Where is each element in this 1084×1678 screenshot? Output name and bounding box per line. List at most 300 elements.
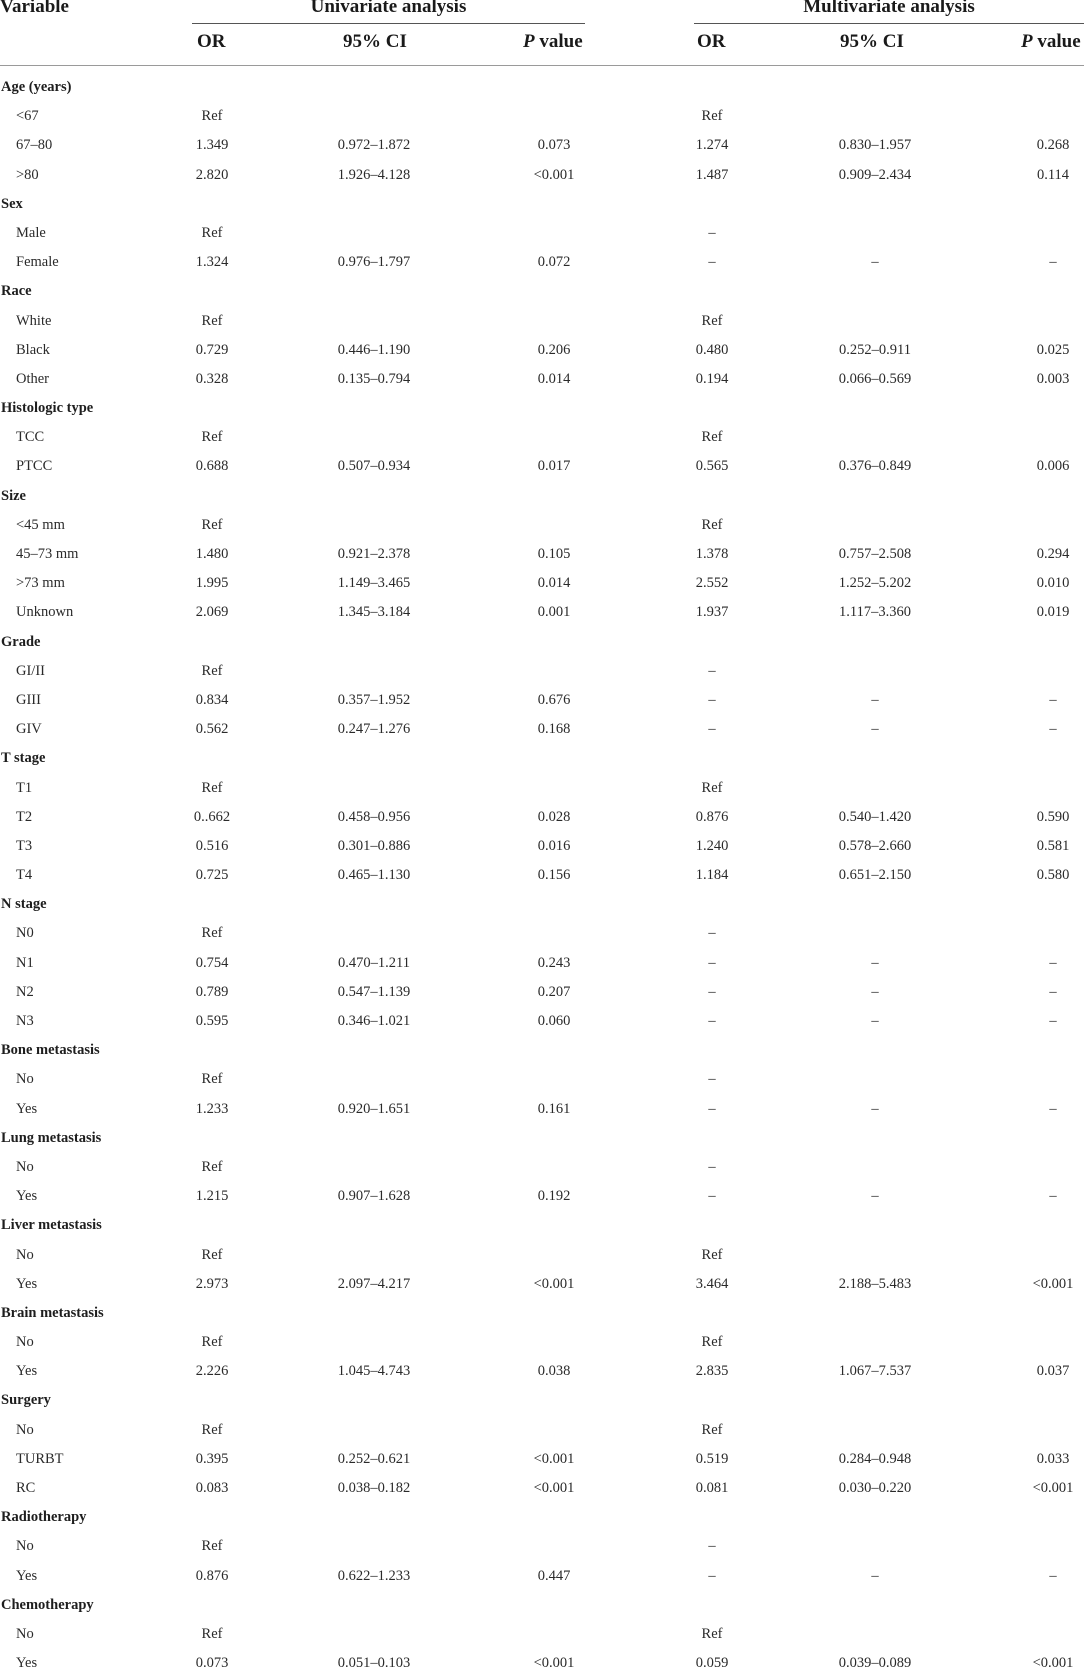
- category-row: [0, 1386, 1084, 1415]
- univariate-or-cell: Ref: [201, 1421, 223, 1438]
- univariate-or-cell: 0.083: [195, 1480, 229, 1496]
- multivariate-or-cell: 1.274: [695, 137, 729, 154]
- table-row: [0, 978, 1084, 1007]
- univariate-ci-cell: 0.252–0.621: [337, 1450, 411, 1467]
- category-label: Radiotherapy: [1, 1509, 87, 1526]
- multivariate-ci-cell: 0.284–0.948: [838, 1450, 912, 1467]
- level-label: Yes: [16, 1567, 38, 1584]
- multivariate-ci-cell: 0.651–2.150: [838, 867, 912, 884]
- univariate-ci-cell: 0.346–1.021: [337, 1013, 411, 1029]
- univariate-ci-cell: 0.247–1.276: [337, 721, 411, 738]
- level-label: Other: [16, 370, 50, 387]
- univariate-p-cell: 0.105: [537, 546, 571, 562]
- level-label: TCC: [16, 429, 45, 446]
- table-row: [0, 1328, 1084, 1357]
- univariate-ci-cell: 0.465–1.130: [337, 867, 411, 884]
- category-row: [0, 190, 1084, 219]
- level-label: No: [16, 1421, 34, 1438]
- table-row: [0, 686, 1084, 715]
- univariate-p-cell: 0.038: [537, 1363, 571, 1380]
- univariate-p-cell: 0.206: [537, 341, 571, 358]
- level-label: No: [16, 1071, 34, 1088]
- multivariate-p-cell: 0.590: [1036, 808, 1070, 825]
- multivariate-p-cell: 0.025: [1036, 341, 1070, 358]
- univariate-or-cell: Ref: [201, 1158, 223, 1175]
- multivariate-or-cell: –: [708, 224, 716, 241]
- category-row: [0, 394, 1084, 423]
- univariate-or-cell: Ref: [201, 1334, 223, 1351]
- table-body: [0, 73, 1084, 1678]
- level-label: T2: [16, 808, 33, 825]
- table-row: [0, 919, 1084, 948]
- univariate-or-cell: Ref: [201, 429, 223, 446]
- univariate-ci-cell: 0.301–0.886: [337, 837, 411, 854]
- univariate-p-cell: 0.072: [537, 254, 571, 271]
- univariate-ci-cell: 0.921–2.378: [337, 546, 411, 562]
- multivariate-ci-cell: –: [871, 254, 879, 271]
- univariate-or-cell: Ref: [201, 779, 223, 796]
- univariate-or-cell: Ref: [201, 1625, 223, 1642]
- level-label: No: [16, 1625, 34, 1642]
- category-row: [0, 1036, 1084, 1065]
- category-row: [0, 890, 1084, 919]
- level-label: Female: [16, 254, 59, 271]
- multivariate-ci-cell: –: [871, 983, 879, 1000]
- univariate-p-cell: 0.014: [537, 370, 571, 387]
- multivariate-or-cell: 3.464: [695, 1275, 729, 1292]
- univariate-or-cell: 0.395: [195, 1450, 229, 1467]
- multivariate-or-cell: 1.378: [695, 546, 729, 562]
- multivariate-p-cell: –: [1049, 1100, 1057, 1117]
- table-row: [0, 1241, 1084, 1270]
- univariate-p-cell: <0.001: [533, 1275, 575, 1292]
- univariate-ci-cell: 0.622–1.233: [337, 1567, 411, 1584]
- multivariate-or-cell: –: [708, 1188, 716, 1205]
- table-row: [0, 1562, 1084, 1591]
- multivariate-or-cell: –: [708, 1538, 716, 1555]
- univariate-or-cell: 0.729: [195, 341, 229, 358]
- category-label: Bone metastasis: [1, 1042, 100, 1059]
- level-label: >80: [16, 166, 39, 183]
- category-row: [0, 1211, 1084, 1240]
- univariate-or-cell: Ref: [201, 516, 223, 533]
- multivariate-p-cell: –: [1049, 983, 1057, 1000]
- multivariate-ci-cell: 2.188–5.483: [838, 1275, 912, 1292]
- univariate-or-cell: 0.754: [195, 954, 229, 971]
- category-label: Sex: [1, 195, 23, 212]
- multivariate-p-cell: 0.581: [1036, 837, 1070, 854]
- multivariate-p-cell: 0.114: [1036, 166, 1070, 183]
- table-row: [0, 657, 1084, 686]
- level-label: Yes: [16, 1363, 38, 1380]
- multivariate-ci-cell: 0.030–0.220: [838, 1480, 912, 1496]
- level-label: T4: [16, 867, 33, 884]
- univariate-p-cell: 0.014: [537, 575, 571, 592]
- table-row: [0, 1153, 1084, 1182]
- multivariate-ci-cell: –: [871, 954, 879, 971]
- univariate-ci-cell: 0.547–1.139: [337, 983, 411, 1000]
- multivariate-or-cell: 2.835: [695, 1363, 729, 1380]
- level-label: Yes: [16, 1275, 38, 1292]
- univariate-ci-cell: 0.507–0.934: [337, 458, 411, 475]
- multivariate-header: Multivariate analysis: [803, 0, 975, 17]
- multivariate-ci-cell: –: [871, 1100, 879, 1117]
- table-row: [0, 1416, 1084, 1445]
- p-rest: value: [534, 31, 583, 52]
- level-label: T1: [16, 779, 33, 796]
- table-row: [0, 131, 1084, 160]
- univariate-ci-cell: 0.920–1.651: [337, 1100, 411, 1117]
- category-row: [0, 1503, 1084, 1532]
- table-row: [0, 949, 1084, 978]
- univariate-ci-cell: 0.051–0.103: [337, 1655, 411, 1672]
- univariate-or-cell: 1.995: [195, 575, 229, 592]
- table-row: [0, 219, 1084, 248]
- table-row: [0, 102, 1084, 131]
- multivariate-or-cell: Ref: [701, 1625, 723, 1642]
- table-row: [0, 307, 1084, 336]
- multivariate-p-cell: 0.033: [1036, 1450, 1070, 1467]
- univariate-or-cell: 0.789: [195, 983, 229, 1000]
- multivariate-or-cell: Ref: [701, 1421, 723, 1438]
- multivariate-or-cell: –: [708, 1013, 716, 1029]
- level-label: No: [16, 1158, 34, 1175]
- univariate-or-cell: 0.073: [195, 1655, 229, 1672]
- table-row: [0, 715, 1084, 744]
- multivariate-p-cell: 0.580: [1036, 867, 1070, 884]
- univariate-ci-header: 95% CI: [343, 31, 407, 52]
- multivariate-or-cell: –: [708, 254, 716, 271]
- univariate-or-cell: 0.562: [195, 721, 229, 738]
- multivariate-or-cell: Ref: [701, 1334, 723, 1351]
- univariate-header: Univariate analysis: [310, 0, 467, 17]
- univariate-p-cell: 0.207: [537, 983, 571, 1000]
- univariate-ci-cell: 2.097–4.217: [337, 1275, 411, 1292]
- multivariate-ci-cell: –: [871, 1188, 879, 1205]
- category-label: Brain metastasis: [1, 1304, 104, 1321]
- multivariate-ci-cell: 1.117–3.360: [839, 604, 911, 621]
- level-label: White: [16, 312, 52, 329]
- multivariate-or-cell: 0.876: [695, 808, 729, 825]
- multivariate-ci-cell: 0.757–2.508: [838, 546, 912, 562]
- univariate-ci-cell: 1.149–3.465: [337, 575, 411, 592]
- table-row: [0, 511, 1084, 540]
- univariate-p-cell: 0.060: [537, 1013, 571, 1029]
- level-label: <45 mm: [16, 516, 65, 533]
- univariate-p-cell: 0.192: [537, 1188, 571, 1205]
- category-label: Race: [1, 283, 32, 300]
- univariate-or-cell: Ref: [201, 1071, 223, 1088]
- table-row: [0, 1007, 1084, 1036]
- univariate-ci-cell: 0.976–1.797: [337, 254, 411, 271]
- univariate-ci-cell: 0.038–0.182: [337, 1480, 411, 1496]
- multivariate-p-cell: 0.037: [1036, 1363, 1070, 1380]
- category-row: [0, 628, 1084, 657]
- univariate-p-cell: 0.028: [537, 808, 571, 825]
- univariate-or-cell: Ref: [201, 1538, 223, 1555]
- univariate-ci-cell: 0.470–1.211: [338, 954, 410, 971]
- multivariate-p-cell: 0.006: [1036, 458, 1070, 475]
- multivariate-or-cell: 0.081: [695, 1480, 729, 1496]
- category-label: N stage: [1, 896, 47, 913]
- univariate-or-cell: 0.516: [195, 837, 229, 854]
- univariate-ci-cell: 1.926–4.128: [337, 166, 411, 183]
- univariate-p-cell: 0.161: [537, 1100, 571, 1117]
- univariate-p-cell: 0.447: [537, 1567, 571, 1584]
- multivariate-or-cell: 2.552: [695, 575, 729, 592]
- multivariate-ci-cell: –: [871, 721, 879, 738]
- multivariate-p-cell: <0.001: [1032, 1655, 1074, 1672]
- category-label: Age (years): [1, 79, 72, 95]
- univariate-p-cell: 0.001: [537, 604, 571, 621]
- table-row: [0, 1474, 1084, 1503]
- multivariate-or-cell: –: [708, 662, 716, 679]
- category-row: [0, 277, 1084, 306]
- multivariate-p-cell: –: [1049, 1013, 1057, 1029]
- level-label: 67–80: [16, 137, 53, 154]
- univariate-rule: [192, 23, 585, 24]
- univariate-p-cell: 0.243: [537, 954, 571, 971]
- multivariate-or-cell: 0.480: [695, 341, 729, 358]
- univariate-or-cell: 0.876: [195, 1567, 229, 1584]
- level-label: N1: [16, 954, 34, 971]
- table-row: [0, 569, 1084, 598]
- univariate-or-cell: Ref: [201, 662, 223, 679]
- level-label: Yes: [16, 1100, 38, 1117]
- multivariate-p-cell: –: [1049, 1567, 1057, 1584]
- multivariate-or-cell: Ref: [701, 779, 723, 796]
- univariate-p-cell: <0.001: [533, 1450, 575, 1467]
- multivariate-or-cell: –: [708, 954, 716, 971]
- table-row: [0, 598, 1084, 627]
- multivariate-ci-cell: 0.376–0.849: [838, 458, 912, 475]
- multivariate-or-cell: 1.184: [695, 867, 729, 884]
- multivariate-or-cell: 0.565: [695, 458, 729, 475]
- multivariate-rule: [694, 23, 1084, 24]
- univariate-ci-cell: 1.045–4.743: [337, 1363, 411, 1380]
- univariate-or-header: OR: [197, 31, 226, 52]
- multivariate-or-cell: –: [708, 1567, 716, 1584]
- multivariate-or-header: OR: [697, 31, 726, 52]
- level-label: T3: [16, 837, 33, 854]
- univariate-or-cell: 0.688: [195, 458, 229, 475]
- level-label: No: [16, 1246, 34, 1263]
- multivariate-ci-cell: –: [871, 1013, 879, 1029]
- multivariate-or-cell: 1.937: [695, 604, 729, 621]
- level-label: PTCC: [16, 458, 53, 475]
- univariate-or-cell: 0.725: [195, 867, 229, 884]
- multivariate-or-cell: –: [708, 691, 716, 708]
- multivariate-ci-cell: 0.066–0.569: [838, 370, 912, 387]
- univariate-p-cell: 0.017: [537, 458, 571, 475]
- level-label: N2: [16, 983, 34, 1000]
- univariate-ci-cell: 0.458–0.956: [337, 808, 411, 825]
- multivariate-p-cell: –: [1049, 254, 1057, 271]
- multivariate-or-cell: –: [708, 983, 716, 1000]
- level-label: GI/II: [16, 662, 45, 679]
- univariate-or-cell: 1.215: [195, 1188, 229, 1205]
- multivariate-ci-cell: 0.252–0.911: [839, 341, 911, 358]
- category-label: Size: [1, 487, 26, 504]
- multivariate-ci-cell: 0.830–1.957: [838, 137, 912, 154]
- multivariate-ci-cell: 1.252–5.202: [838, 575, 912, 592]
- level-label: No: [16, 1334, 34, 1351]
- univariate-or-cell: 0.595: [195, 1013, 229, 1029]
- category-row: [0, 1299, 1084, 1328]
- univariate-or-cell: Ref: [201, 108, 223, 125]
- category-label: T stage: [1, 750, 46, 767]
- multivariate-ci-cell: –: [871, 691, 879, 708]
- univariate-or-cell: 1.233: [195, 1100, 229, 1117]
- p-rest: value: [1032, 31, 1081, 52]
- univariate-or-cell: 0..662: [193, 808, 231, 825]
- univariate-or-cell: 2.069: [195, 604, 229, 621]
- univariate-or-cell: 1.324: [195, 254, 229, 271]
- multivariate-or-cell: Ref: [701, 312, 723, 329]
- multivariate-p-cell: 0.003: [1036, 370, 1070, 387]
- level-label: N3: [16, 1013, 34, 1029]
- table-row: [0, 248, 1084, 277]
- level-label: GIV: [16, 721, 42, 738]
- p-italic: P: [523, 31, 535, 52]
- univariate-p-cell: <0.001: [533, 1655, 575, 1672]
- multivariate-p-cell: –: [1049, 691, 1057, 708]
- multivariate-p-cell: 0.294: [1036, 546, 1070, 562]
- level-label: Male: [16, 224, 46, 241]
- univariate-or-cell: Ref: [201, 224, 223, 241]
- multivariate-p-cell: 0.268: [1036, 137, 1070, 154]
- univariate-or-cell: Ref: [201, 312, 223, 329]
- univariate-p-cell: 0.156: [537, 867, 571, 884]
- univariate-ci-cell: 1.345–3.184: [337, 604, 411, 621]
- multivariate-or-cell: Ref: [701, 429, 723, 446]
- multivariate-or-cell: 0.059: [695, 1655, 729, 1672]
- table-row: [0, 1620, 1084, 1649]
- table-row: [0, 1182, 1084, 1211]
- multivariate-ci-cell: 0.540–1.420: [838, 808, 912, 825]
- category-row: [0, 744, 1084, 773]
- univariate-ci-cell: 0.907–1.628: [337, 1188, 411, 1205]
- table-row: [0, 365, 1084, 394]
- level-label: Yes: [16, 1655, 38, 1672]
- univariate-or-cell: Ref: [201, 925, 223, 942]
- level-label: <67: [16, 108, 39, 125]
- table-row: [0, 803, 1084, 832]
- category-label: Grade: [1, 633, 41, 650]
- table-row: [0, 1065, 1084, 1094]
- multivariate-p-cell: <0.001: [1032, 1480, 1074, 1496]
- table-row: [0, 1357, 1084, 1386]
- level-label: RC: [16, 1480, 36, 1496]
- table-row: [0, 336, 1084, 365]
- level-label: Unknown: [16, 604, 74, 621]
- univariate-p-cell: 0.073: [537, 137, 571, 154]
- table-row: [0, 774, 1084, 803]
- univariate-p-cell: <0.001: [533, 1480, 575, 1496]
- univariate-ci-cell: 0.972–1.872: [337, 137, 411, 154]
- univariate-or-cell: 2.226: [195, 1363, 229, 1380]
- multivariate-or-cell: Ref: [701, 1246, 723, 1263]
- category-row: [0, 1124, 1084, 1153]
- univariate-p-cell: <0.001: [533, 166, 575, 183]
- multivariate-or-cell: 0.194: [695, 370, 729, 387]
- multivariate-or-cell: 0.519: [695, 1450, 729, 1467]
- level-label: >73 mm: [16, 575, 65, 592]
- multivariate-or-cell: –: [708, 721, 716, 738]
- univariate-ci-cell: 0.446–1.190: [337, 341, 411, 358]
- level-label: No: [16, 1538, 34, 1555]
- multivariate-or-cell: –: [708, 1158, 716, 1175]
- univariate-p-header: [523, 31, 583, 53]
- multivariate-ci-cell: 0.578–2.660: [838, 837, 912, 854]
- level-label: N0: [16, 925, 34, 942]
- table-row: [0, 1649, 1084, 1678]
- table-row: [0, 861, 1084, 890]
- univariate-ci-cell: 0.135–0.794: [337, 370, 411, 387]
- level-label: Yes: [16, 1188, 38, 1205]
- table-row: [0, 540, 1084, 569]
- multivariate-p-cell: <0.001: [1032, 1275, 1074, 1292]
- level-label: Black: [16, 341, 50, 358]
- univariate-or-cell: Ref: [201, 1246, 223, 1263]
- category-label: Liver metastasis: [1, 1217, 102, 1234]
- univariate-or-cell: 2.820: [195, 166, 229, 183]
- level-label: TURBT: [16, 1450, 64, 1467]
- univariate-or-cell: 1.349: [195, 137, 229, 154]
- category-row: [0, 482, 1084, 511]
- table-row: [0, 1270, 1084, 1299]
- table-row: [0, 423, 1084, 452]
- multivariate-or-cell: –: [708, 1071, 716, 1088]
- category-label: Histologic type: [1, 400, 94, 417]
- table-row: [0, 832, 1084, 861]
- multivariate-or-cell: Ref: [701, 108, 723, 125]
- multivariate-or-cell: –: [708, 925, 716, 942]
- category-row: [0, 73, 1084, 102]
- univariate-p-cell: 0.168: [537, 721, 571, 738]
- table-row: [0, 1532, 1084, 1561]
- table-row: [0, 161, 1084, 190]
- univariate-or-cell: 0.834: [195, 691, 229, 708]
- multivariate-ci-header: 95% CI: [840, 31, 904, 52]
- multivariate-or-cell: Ref: [701, 516, 723, 533]
- multivariate-p-cell: 0.010: [1036, 575, 1070, 592]
- category-label: Lung metastasis: [1, 1129, 102, 1146]
- category-label: Surgery: [1, 1392, 51, 1409]
- multivariate-p-header: [1021, 31, 1081, 53]
- multivariate-ci-cell: 0.039–0.089: [838, 1655, 912, 1672]
- variable-header: Variable: [0, 0, 69, 17]
- univariate-or-cell: 1.480: [195, 546, 229, 562]
- univariate-ci-cell: 0.357–1.952: [337, 691, 411, 708]
- table-row: [0, 1095, 1084, 1124]
- multivariate-p-cell: –: [1049, 954, 1057, 971]
- multivariate-p-cell: 0.019: [1036, 604, 1070, 621]
- table-row: [0, 1445, 1084, 1474]
- univariate-p-cell: 0.676: [537, 691, 571, 708]
- category-row: [0, 1591, 1084, 1620]
- multivariate-ci-cell: 0.909–2.434: [838, 166, 912, 183]
- univariate-or-cell: 0.328: [195, 370, 229, 387]
- level-label: 45–73 mm: [16, 546, 79, 562]
- multivariate-ci-cell: 1.067–7.537: [838, 1363, 912, 1380]
- univariate-p-cell: 0.016: [537, 837, 571, 854]
- table-row: [0, 452, 1084, 481]
- level-label: GIII: [16, 691, 41, 708]
- multivariate-or-cell: 1.240: [695, 837, 729, 854]
- multivariate-p-cell: –: [1049, 1188, 1057, 1205]
- p-italic: P: [1021, 31, 1033, 52]
